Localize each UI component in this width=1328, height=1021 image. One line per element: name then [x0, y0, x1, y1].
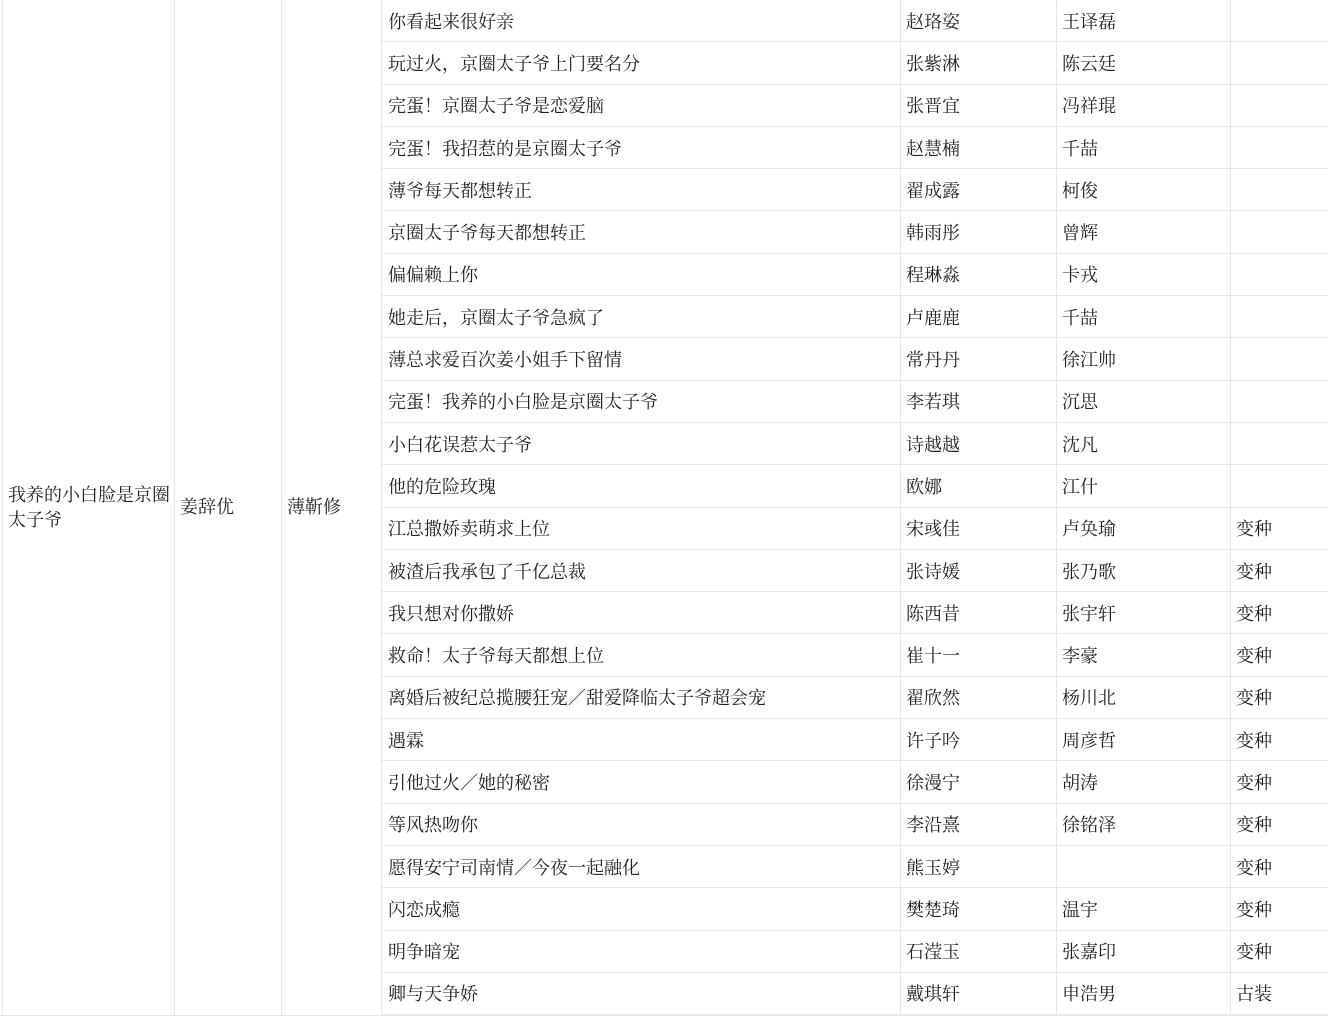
actress-cell[interactable]: 卢鹿鹿	[906, 307, 960, 329]
type-cell[interactable]: 变种	[1236, 942, 1272, 964]
table-row	[382, 719, 1328, 761]
actor-cell[interactable]: 卡戎	[1062, 265, 1098, 287]
title-cell[interactable]: 救命！太子爷每天都想上位	[388, 646, 604, 668]
table-row	[382, 465, 1328, 507]
actress-cell[interactable]: 常丹丹	[906, 350, 960, 372]
actress-cell[interactable]: 程琳淼	[906, 265, 960, 287]
actress-cell[interactable]: 赵珞姿	[906, 11, 960, 33]
actor-cell[interactable]: 李豪	[1062, 646, 1098, 668]
actor-cell[interactable]: 曾辉	[1062, 223, 1098, 245]
type-cell[interactable]	[1236, 127, 1328, 168]
type-cell[interactable]	[1236, 381, 1328, 422]
type-cell[interactable]: 变种	[1236, 688, 1272, 710]
title-cell[interactable]: 引他过火／她的秘密	[388, 772, 550, 794]
table-row	[382, 677, 1328, 719]
actress-cell[interactable]: 翟成露	[906, 180, 960, 202]
title-cell[interactable]: 完蛋！我招惹的是京圈太子爷	[388, 138, 622, 160]
type-cell[interactable]: 变种	[1236, 603, 1272, 625]
title-cell[interactable]: 离婚后被纪总揽腰狂宠／甜爱降临太子爷超会宠	[388, 688, 766, 710]
actress-cell[interactable]: 樊楚琦	[906, 899, 960, 921]
actress-cell[interactable]: 张紫淋	[906, 53, 960, 75]
type-cell[interactable]	[1236, 254, 1328, 295]
type-cell[interactable]	[1236, 296, 1328, 337]
actress-cell[interactable]: 张诗媛	[906, 561, 960, 583]
actress-cell[interactable]: 徐漫宁	[906, 772, 960, 794]
actor-cell[interactable]: 张宇轩	[1062, 603, 1116, 625]
table-row	[382, 169, 1328, 211]
table-row	[382, 211, 1328, 253]
actor-cell[interactable]: 杨川北	[1062, 688, 1116, 710]
type-cell[interactable]	[1236, 85, 1328, 126]
actor-cell[interactable]: 胡涛	[1062, 772, 1098, 794]
type-cell[interactable]	[1236, 169, 1328, 210]
actress-cell[interactable]: 熊玉婷	[906, 857, 960, 879]
actress-cell[interactable]: 诗越越	[906, 434, 960, 456]
title-cell[interactable]: 闪恋成瘾	[388, 899, 460, 921]
title-cell[interactable]: 愿得安宁司南情／今夜一起融化	[388, 857, 640, 879]
actress-cell[interactable]: 翟欣然	[906, 688, 960, 710]
table-row	[382, 0, 1328, 42]
table-row	[382, 42, 1328, 84]
type-cell[interactable]: 古装	[1236, 984, 1272, 1006]
actress-cell[interactable]: 李沿熹	[906, 815, 960, 837]
title-cell[interactable]: 卿与天争娇	[388, 984, 478, 1006]
actor-cell[interactable]: 申浩男	[1062, 984, 1116, 1006]
actor-cell[interactable]: 冯祥琨	[1062, 96, 1116, 118]
table-row	[382, 85, 1328, 127]
table-row	[382, 381, 1328, 423]
type-cell[interactable]	[1236, 338, 1328, 379]
type-cell[interactable]	[1236, 0, 1328, 41]
title-cell[interactable]: 她走后，京圈太子爷急疯了	[388, 307, 604, 329]
title-cell[interactable]: 等风热吻你	[388, 815, 478, 837]
actor-cell[interactable]: 江什	[1062, 476, 1098, 498]
table-row	[382, 508, 1328, 550]
merged-cell-male-role[interactable]	[282, 0, 381, 1015]
title-cell[interactable]: 被渣后我承包了千亿总裁	[388, 561, 586, 583]
title-cell[interactable]: 完蛋！我养的小白脸是京圈太子爷	[388, 392, 658, 414]
actress-cell[interactable]: 张晋宜	[906, 96, 960, 118]
actor-cell[interactable]: 徐江帅	[1062, 350, 1116, 372]
actor-cell[interactable]: 徐铭泽	[1062, 815, 1116, 837]
actress-cell[interactable]: 欧娜	[906, 476, 942, 498]
type-cell[interactable]: 变种	[1236, 561, 1272, 583]
actor-cell[interactable]: 沉思	[1062, 392, 1098, 414]
actor-cell[interactable]: 陈云廷	[1062, 53, 1116, 75]
table-row	[382, 761, 1328, 803]
title-cell[interactable]: 我只想对你撒娇	[388, 603, 514, 625]
title-cell[interactable]: 京圈太子爷每天都想转正	[388, 223, 586, 245]
type-cell[interactable]: 变种	[1236, 857, 1272, 879]
actress-cell[interactable]: 戴琪轩	[906, 984, 960, 1006]
table-row	[382, 254, 1328, 296]
title-cell[interactable]: 遇霖	[388, 730, 424, 752]
actress-cell[interactable]: 崔十一	[906, 646, 960, 668]
actor-cell[interactable]: 温宇	[1062, 899, 1098, 921]
table-row	[382, 804, 1328, 846]
actress-cell[interactable]: 韩雨彤	[906, 223, 960, 245]
title-cell[interactable]: 完蛋！京圈太子爷是恋爱脑	[388, 96, 604, 118]
merged-cell-drama[interactable]	[2, 0, 174, 1015]
actor-cell[interactable]: 千喆	[1062, 138, 1098, 160]
actor-cell[interactable]: 张乃歌	[1062, 561, 1116, 583]
title-cell[interactable]: 明争暗宠	[388, 942, 460, 964]
merged-cell-female-role[interactable]	[175, 0, 281, 1015]
actress-cell[interactable]: 赵慧楠	[906, 138, 960, 160]
next-row-edge	[0, 1015, 1328, 1021]
title-cell[interactable]: 你看起来很好亲	[388, 11, 514, 33]
type-cell[interactable]	[1236, 423, 1328, 464]
type-cell[interactable]	[1236, 465, 1328, 506]
type-cell[interactable]: 变种	[1236, 646, 1272, 668]
table-row	[382, 592, 1328, 634]
actress-cell[interactable]: 许子吟	[906, 730, 960, 752]
actor-cell[interactable]: 王译磊	[1062, 11, 1116, 33]
actor-cell[interactable]: 张嘉印	[1062, 942, 1116, 964]
title-cell[interactable]: 江总撒娇卖萌求上位	[388, 519, 550, 541]
actress-cell[interactable]: 宋彧佳	[906, 519, 960, 541]
female-role-name: 姜辞优	[180, 497, 234, 518]
type-cell[interactable]: 变种	[1236, 519, 1272, 541]
drama-title: 我养的小白脸是京圈太子爷	[8, 484, 170, 531]
table-row	[382, 550, 1328, 592]
table-row	[382, 423, 1328, 465]
table-row	[382, 846, 1328, 888]
title-cell[interactable]: 偏偏赖上你	[388, 265, 478, 287]
actor-cell[interactable]: 柯俊	[1062, 180, 1098, 202]
table-row	[382, 127, 1328, 169]
title-cell[interactable]: 薄总求爱百次姜小姐手下留情	[388, 350, 622, 372]
table-row	[382, 296, 1328, 338]
actress-cell[interactable]: 石滢玉	[906, 942, 960, 964]
table-row	[382, 888, 1328, 930]
title-cell[interactable]: 小白花误惹太子爷	[388, 434, 532, 456]
table-row	[382, 973, 1328, 1015]
actor-cell[interactable]: 周彦哲	[1062, 730, 1116, 752]
table-row	[382, 338, 1328, 380]
type-cell[interactable]: 变种	[1236, 730, 1272, 752]
actress-cell[interactable]: 陈西昔	[906, 603, 960, 625]
actor-cell[interactable]: 卢奂瑜	[1062, 519, 1116, 541]
type-cell[interactable]	[1236, 211, 1328, 252]
type-cell[interactable]: 变种	[1236, 899, 1272, 921]
title-cell[interactable]: 薄爷每天都想转正	[388, 180, 532, 202]
actor-cell[interactable]	[1062, 846, 1230, 887]
type-cell[interactable]: 变种	[1236, 772, 1272, 794]
table-body	[382, 0, 1328, 1015]
table-row	[382, 634, 1328, 676]
type-cell[interactable]: 变种	[1236, 815, 1272, 837]
actor-cell[interactable]: 沈凡	[1062, 434, 1098, 456]
male-role-name: 薄靳修	[287, 497, 341, 518]
type-cell[interactable]	[1236, 42, 1328, 83]
actor-cell[interactable]: 千喆	[1062, 307, 1098, 329]
title-cell[interactable]: 他的危险玫瑰	[388, 476, 496, 498]
title-cell[interactable]: 玩过火，京圈太子爷上门要名分	[388, 53, 640, 75]
table-row	[382, 931, 1328, 973]
actress-cell[interactable]: 李若琪	[906, 392, 960, 414]
